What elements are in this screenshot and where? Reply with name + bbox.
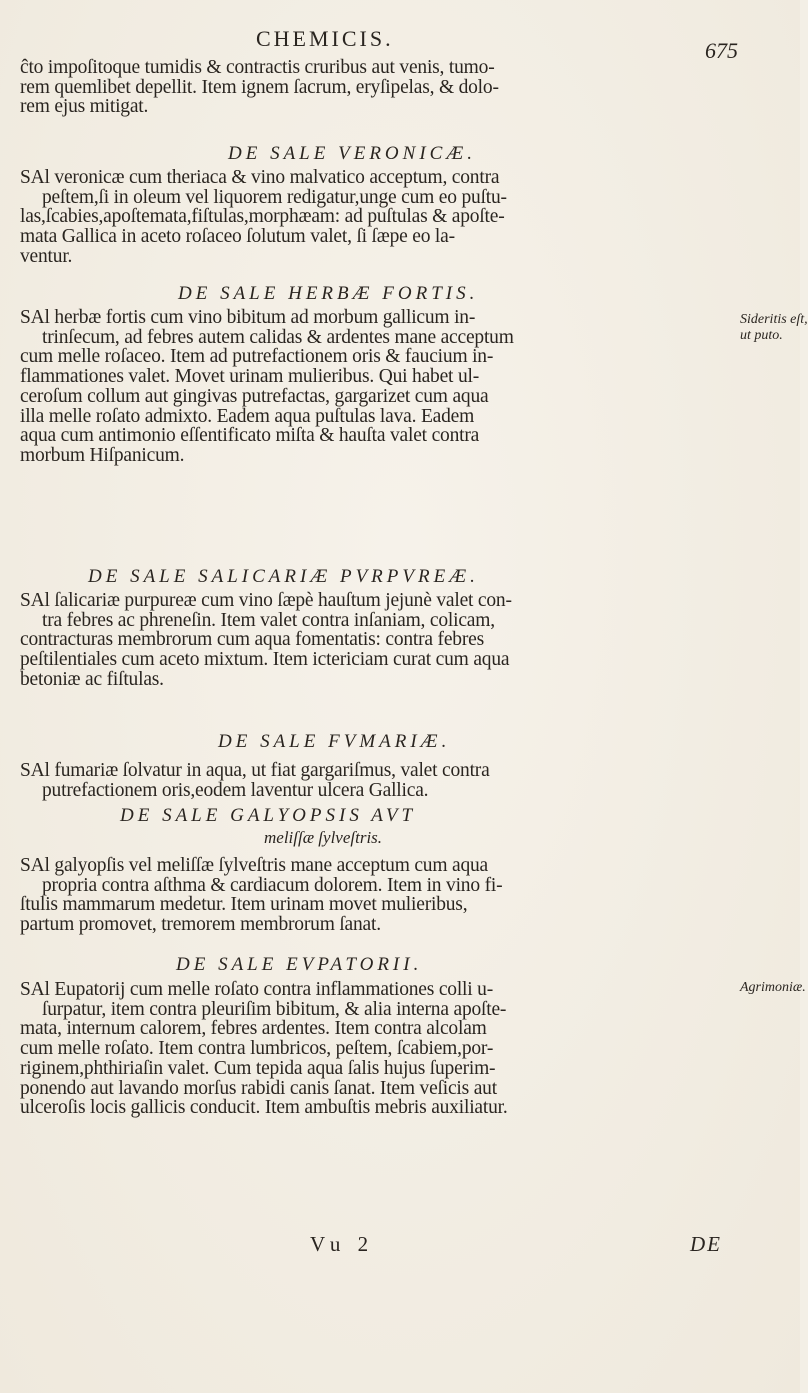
- text-line: partum promovet, tremorem membrorum ſanat.: [20, 914, 381, 936]
- margin-note-agrimoniae: [740, 980, 806, 996]
- text-line: putrefactionem oris,eodem laventur ulcera Gallica.: [42, 779, 429, 801]
- text-line: trinſecum, ad febres autem calidas & ardentes mane acceptum: [42, 326, 514, 348]
- text-line: SAl ſalicariæ purpureæ cum vino ſæpè hauſtum jejunè valet con-: [20, 590, 512, 611]
- catchword: DE: [690, 1232, 722, 1256]
- section-title-salicariae: DE SALE SALICARIÆ PVRPVREÆ.: [88, 566, 479, 587]
- section-title-herbae-fortis: DE SALE HERBÆ FORTIS.: [178, 283, 479, 304]
- text-line: SAl herbæ fortis cum vino bibitum ad morbum gallicum in-: [20, 307, 476, 328]
- section-title-veronicae: DE SALE VERONICÆ.: [228, 143, 476, 164]
- intro-paragraph: [20, 58, 740, 117]
- text-line: ceroſum collum aut gingivas putrefactas, gargarizet cum aqua: [20, 385, 489, 407]
- text-line: peſtem,ſi in oleum vel liquorem redigatur,unge cum eo puſtu-: [42, 186, 507, 208]
- text-line: mata, internum calorem, febres ardentes. Item contra alcolam: [20, 1018, 487, 1040]
- margin-note-sideritis: [740, 312, 808, 344]
- text-line: cum melle roſaceo. Item ad putrefactionem oris & faucium in-: [20, 346, 494, 368]
- page-number: 675: [705, 38, 738, 63]
- text-line: ulceroſis locis gallicis conducit. Item ambuſtis mebris auxiliatur.: [20, 1097, 508, 1119]
- section-title-eupatorii: DE SALE EVPATORII.: [176, 954, 423, 975]
- text-line: illa melle roſato admixto. Eadem aqua puſtulas lava. Eadem: [20, 405, 475, 427]
- text-line: las,ſcabies,apoſtemata,fiſtulas,morphæam: ad puſtulas & apoſte-: [20, 206, 505, 228]
- text-line: peſtilentiales cum aceto mixtum. Item ictericiam curat cum aqua: [20, 649, 510, 671]
- margin-note-line: ut puto.: [740, 328, 783, 343]
- text-line: morbum Hiſpanicum.: [20, 444, 185, 466]
- section-body-fumariae: [20, 761, 740, 800]
- text-line: flammationes valet. Movet urinam mulieribus. Qui habet ul-: [20, 366, 479, 388]
- section-body-galyopsis: [20, 856, 740, 935]
- text-line: mata Gallica in aceto roſaceo ſolutum valet, ſi ſæpe eo la-: [20, 226, 455, 248]
- text-line: tra febres ac phreneſin. Item valet contra inſaniam, colicam,: [42, 609, 495, 631]
- text-line: contracturas membrorum cum aqua fomentatis: contra febres: [20, 629, 484, 651]
- text-line: aqua cum antimonio eſſentificato miſta & hauſta valet contra: [20, 425, 480, 447]
- text-line: ĉto impoſitoque tumidis & contractis cruribus aut venis, tumo-: [20, 57, 495, 78]
- text-line: ſurpatur, item contra pleuriſim bibitum, & alia interna apoſte-: [42, 998, 507, 1020]
- text-line: SAl fumariæ ſolvatur in aqua, ut fiat gargariſmus, valet contra: [20, 760, 490, 781]
- section-title-fumariae: DE SALE FVMARIÆ.: [218, 731, 451, 752]
- text-line: betoniæ ac fiſtulas.: [20, 668, 164, 690]
- text-line: ſtulis mammarum medetur. Item urinam movet mulieribus,: [20, 894, 468, 916]
- section-body-herbae-fortis: [20, 308, 740, 466]
- signature-mark: Vu 2: [310, 1232, 375, 1256]
- text-line: ponendo aut lavando morſus rabidi canis ſanat. Item veſicis aut: [20, 1077, 497, 1099]
- section-title-galyopsis: DE SALE GALYOPSIS AVT: [120, 805, 417, 826]
- section-body-salicariae: [20, 591, 740, 690]
- text-line: riginem,phthiriaſin valet. Cum tepida aqua ſalis hujus ſuperim-: [20, 1057, 496, 1079]
- text-line: ventur.: [20, 245, 73, 267]
- text-line: SAl galyopſis vel meliſſæ ſylveſtris mane acceptum cum aqua: [20, 855, 489, 876]
- text-line: propria contra aſthma & cardiacum dolorem. Item in vino fi-: [42, 874, 503, 896]
- text-line: SAl Eupatorij cum melle roſato contra inflammationes colli u-: [20, 979, 494, 1000]
- text-line: rem quemlibet depellit. Item ignem ſacrum, eryſipelas, & dolo-: [20, 76, 499, 98]
- text-line: cum melle roſato. Item contra lumbricos, peſtem, ſcabiem,por-: [20, 1038, 494, 1060]
- running-head: CHEMICIS.: [256, 26, 394, 51]
- section-body-veronicae: [20, 168, 740, 267]
- section-body-eupatorii: [20, 980, 740, 1118]
- margin-note-line: Agrimoniæ.: [740, 980, 806, 995]
- text-line: SAl veronicæ cum theriaca & vino malvatico acceptum, contra: [20, 167, 500, 188]
- section-subtitle-galyopsis: meliſſæ ſylveſtris.: [264, 828, 383, 847]
- text-line: rem ejus mitigat.: [20, 96, 149, 118]
- margin-note-line: Sideritis eſt,: [740, 312, 808, 327]
